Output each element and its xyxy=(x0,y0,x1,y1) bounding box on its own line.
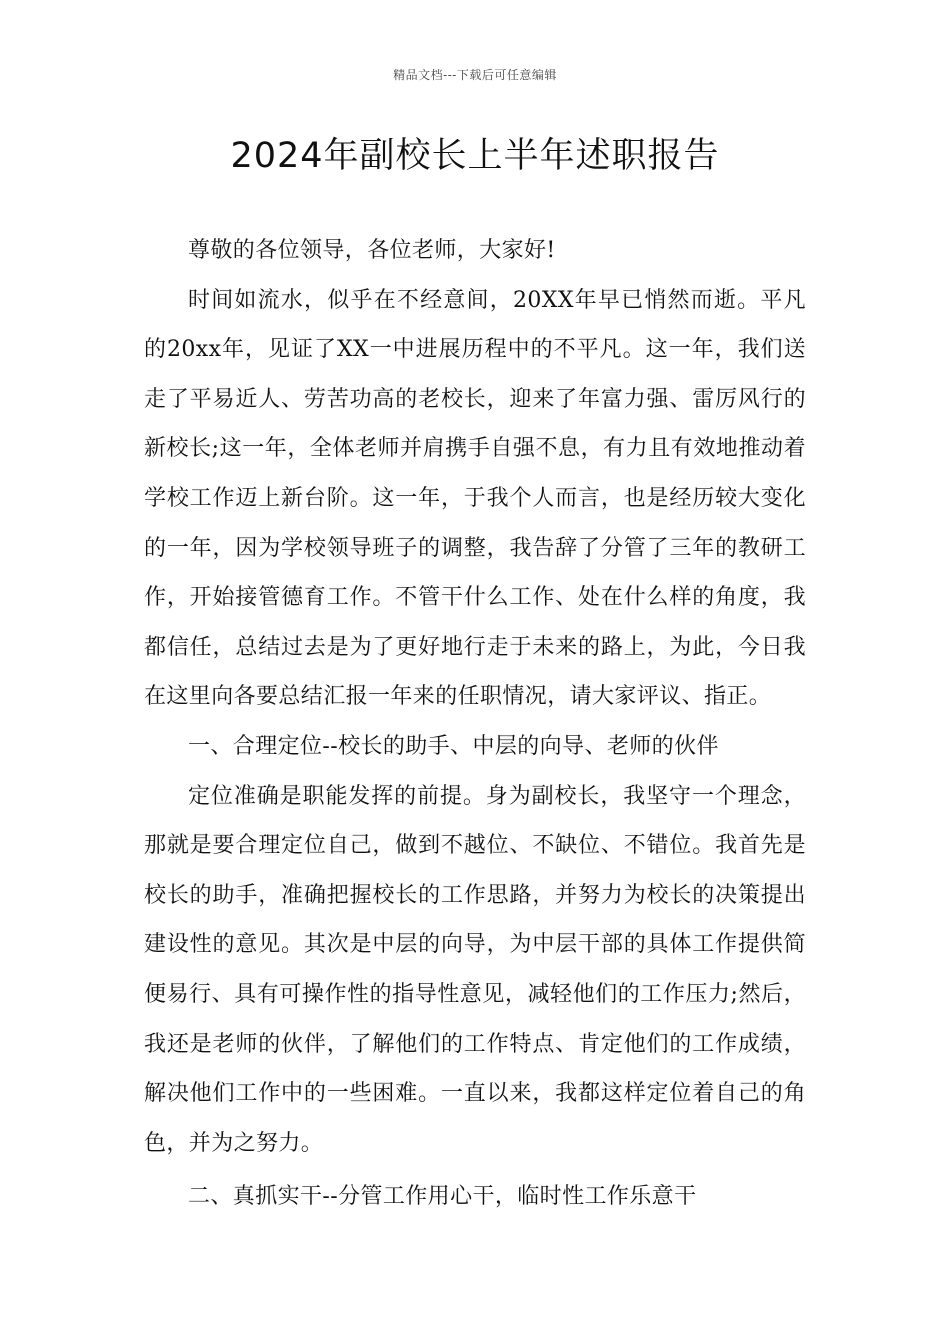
paragraph-positioning: 定位准确是职能发挥的前提。身为副校长，我坚守一个理念，那就是要合理定位自己，做到不越位、不缺位、不错位。我首先是校长的助手，准确把握校长的工作思路，并努力为校长的决策提出建设性的意见。其次是中层的向导，为中层干部的具体工作提供简便易行、具有可操作性的指导性意见，减轻他们的工作压力;然后，我还是老师的伙伴，了解他们的工作特点、肯定他们的工作成绩，解决他们工作中的一些困难。一直以来，我都这样定位着自己的角色，并为之努力。 xyxy=(144,783,806,1156)
section-heading-2: 二、真抓实干--分管工作用心干，临时性工作乐意干 xyxy=(188,1184,697,1210)
section-heading-1: 一、合理定位--校长的助手、中层的向导、老师的伙伴 xyxy=(188,733,719,759)
paragraph-intro: 时间如流水，似乎在不经意间，20XX年早已悄然而逝。平凡的20xx年，见证了XX一中进展历程中的不平凡。这一年，我们送走了平易近人、劳苦功高的老校长，迎来了年富力强、雷厉风行的新校长;这一年，全体老师并肩携手自强不息，有力且有效地推动着学校工作迈上新台阶。这一年，于我个人而言，也是经历较大变化的一年，因为学校领导班子的调整，我告辞了分管了三年的教研工作，开始接管德育工作。不管干什么工作、处在什么样的角度，我都信任，总结过去是为了更好地行走于未来的路上，为此，今日我在这里向各要总结汇报一年来的任职情况，请大家评议、指正。 xyxy=(144,287,806,710)
document-title: 2024年副校长上半年述职报告 xyxy=(230,136,720,176)
header-note: 精品文档---下载后可任意编辑 xyxy=(393,68,557,82)
paragraph-greeting: 尊敬的各位领导，各位老师，大家好! xyxy=(188,238,556,263)
document-body xyxy=(144,226,806,1222)
